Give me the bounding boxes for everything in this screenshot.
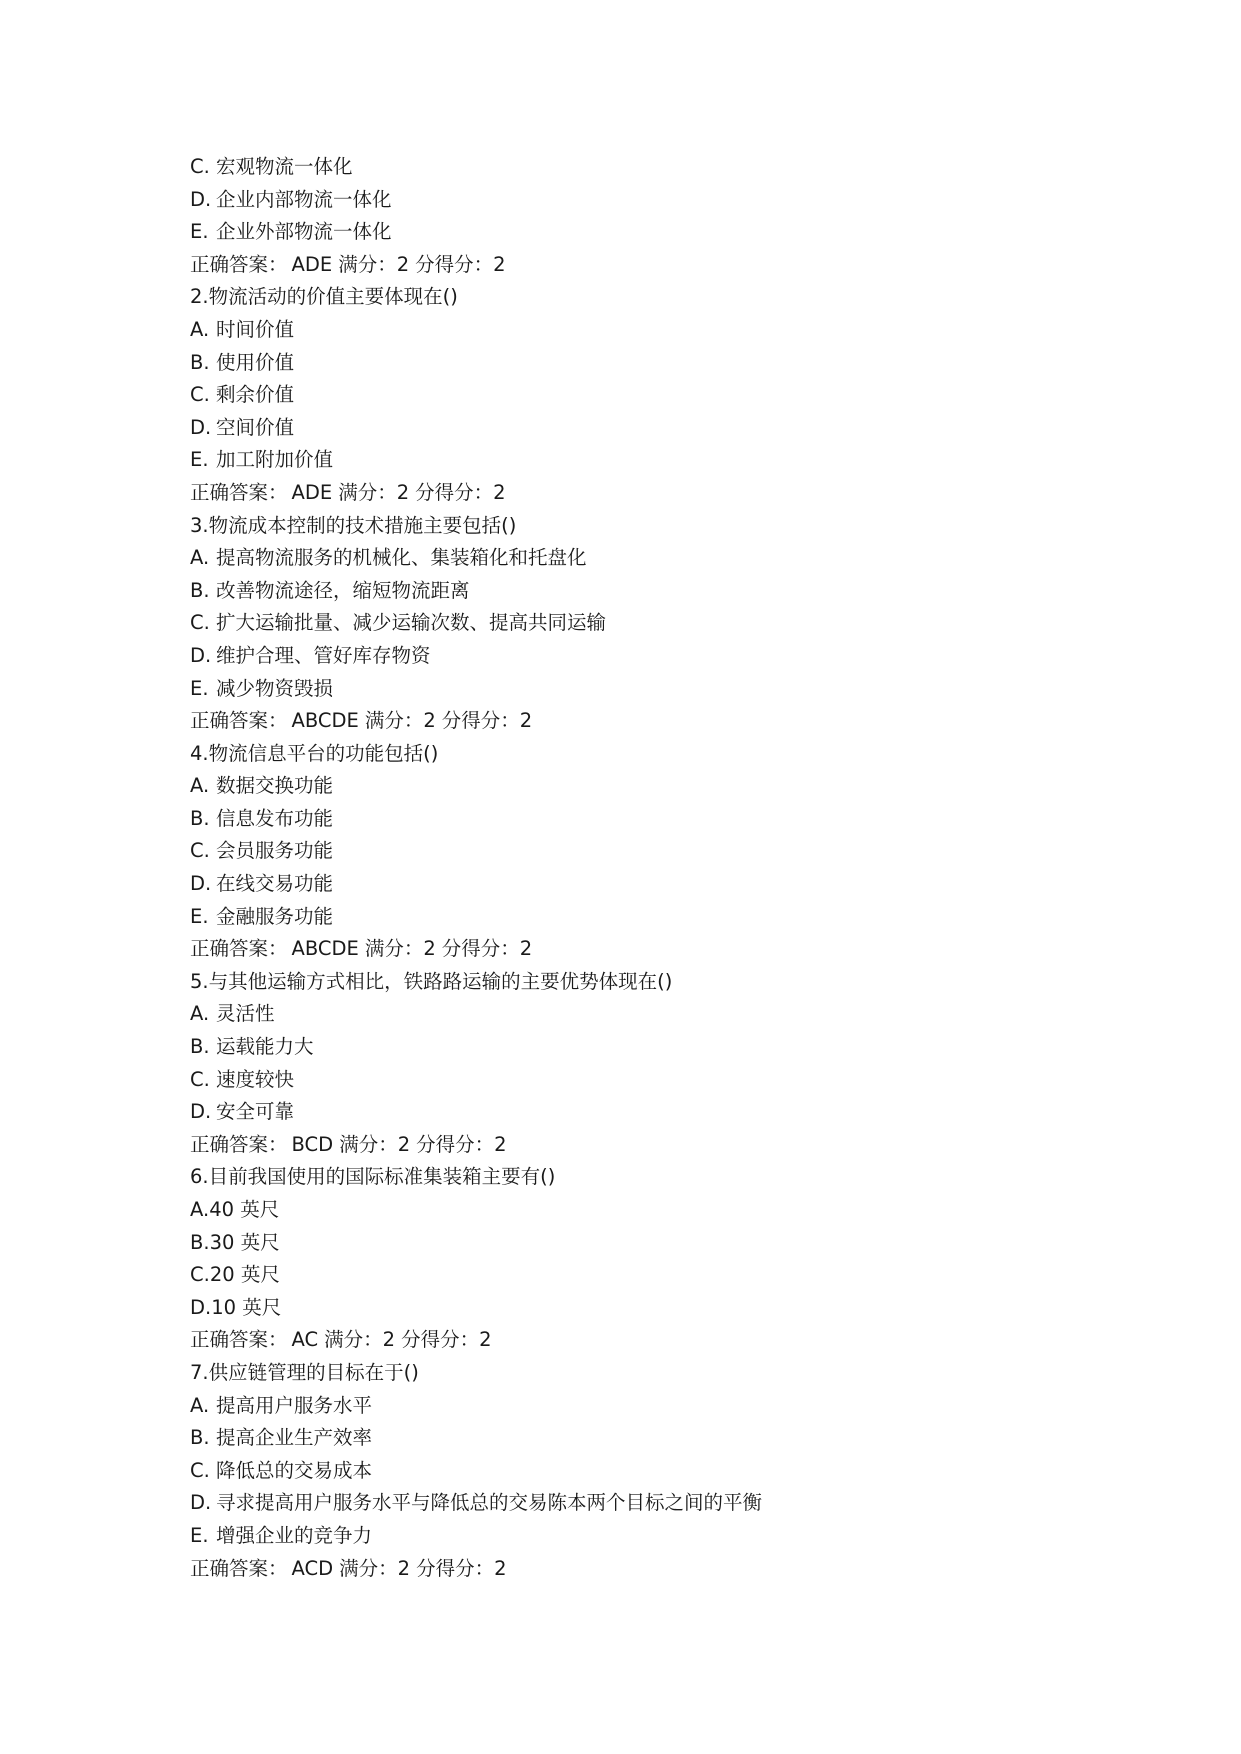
option-letter: A. [190,546,210,570]
answer-label: 正确答案： [190,1556,288,1580]
got-score-label: 分得分： [416,1132,495,1156]
option-text: 寻求提高用户服务水平与降低总的交易陈本两个目标之间的平衡 [216,1491,763,1515]
got-score-label: 分得分： [441,709,520,733]
option-item [190,542,1170,575]
answer-label: 正确答案： [190,937,288,961]
question-list [190,151,1170,1585]
got-score-value: 2 [493,480,506,504]
answer-value: ACD [291,1556,334,1580]
option-letter: B. [190,1230,210,1254]
got-score-label: 分得分： [416,1556,495,1580]
option-item [190,673,1170,706]
option-text: 40 英尺 [209,1198,280,1221]
full-score-value: 2 [397,1556,411,1580]
option-item [190,1487,1170,1520]
option-text: 安全可靠 [216,1100,295,1124]
answer-label: 正确答案： [190,1328,288,1352]
got-score-value: 2 [494,1132,507,1156]
option-item [190,1194,1170,1227]
option-letter: E. [190,1523,209,1547]
option-letter: B. [190,350,210,374]
option-letter: E. [190,904,209,928]
option-item [190,216,1170,249]
option-item [190,803,1170,836]
answer-line [190,933,1170,966]
option-text: 维护合理、管好库存物资 [216,643,431,667]
option-item [190,770,1170,803]
option-text: 时间价值 [216,317,295,341]
full-score-value: 2 [382,1328,396,1352]
option-letter: C. [190,155,210,178]
option-text: 速度较快 [216,1067,295,1091]
answer-line [190,1129,1170,1162]
option-item [190,1227,1170,1260]
option-text: 减少物资毁损 [216,676,334,700]
full-score-value: 2 [397,1132,411,1156]
option-item [190,998,1170,1031]
option-text: 运载能力大 [216,1035,314,1059]
option-letter: E. [190,448,209,472]
got-score-label: 分得分： [441,937,520,961]
option-letter: E. [190,220,209,244]
option-text: 金融服务功能 [216,904,334,928]
option-letter: D. [190,1295,212,1319]
full-score-value: 2 [423,937,436,961]
option-letter: B. [190,1035,210,1059]
option-item [190,1390,1170,1423]
option-text: 10 英尺 [211,1295,282,1319]
got-score-value: 2 [479,1328,492,1352]
option-text: 加工附加价值 [216,448,334,472]
full-score-label: 满分： [364,937,424,961]
answer-value: BCD [291,1132,334,1156]
option-item [190,184,1170,217]
option-text: 在线交易功能 [216,872,334,896]
full-score-label: 满分： [364,709,424,733]
full-score-value: 2 [396,252,410,276]
option-letter: C. [190,383,210,407]
option-text: 数据交换功能 [216,774,334,798]
full-score-label: 满分： [338,480,397,504]
answer-label: 正确答案： [190,1132,288,1156]
answer-value: ADE [291,252,333,276]
option-item [190,835,1170,868]
option-item [190,151,1170,184]
option-text: 会员服务功能 [216,839,334,863]
got-score-label: 分得分： [415,480,494,504]
option-letter: C. [190,839,210,863]
got-score-label: 分得分： [415,252,494,276]
option-item [190,314,1170,347]
option-letter: B. [190,806,210,830]
option-letter: C. [190,611,210,635]
option-item [190,901,1170,934]
option-letter: D. [190,187,212,211]
answer-label: 正确答案： [190,709,288,733]
got-score-value: 2 [519,709,533,733]
option-item [190,1455,1170,1488]
option-text: 企业内部物流一体化 [216,187,392,211]
option-text: 降低总的交易成本 [216,1458,373,1482]
question-title: 2.物流活动的价值主要体现在() [190,285,458,309]
option-text: 提高企业生产效率 [216,1426,373,1450]
option-item [190,1520,1170,1553]
option-letter: B. [190,578,210,602]
answer-label: 正确答案： [190,480,288,504]
got-score-label: 分得分： [401,1328,480,1352]
answer-line [190,477,1170,510]
full-score-label: 满分： [324,1328,383,1352]
option-item [190,412,1170,445]
got-score-value: 2 [494,1556,507,1580]
option-item [190,868,1170,901]
option-letter: A. [190,1198,210,1221]
option-text: 灵活性 [216,1002,275,1026]
answer-label: 正确答案： [190,252,288,276]
option-text: 提高用户服务水平 [216,1393,373,1417]
answer-line [190,1553,1170,1586]
option-letter: D. [190,1491,212,1515]
question-title: 4.物流信息平台的功能包括() [190,741,439,765]
option-text: 空间价值 [216,415,295,439]
option-letter: A. [190,317,210,341]
option-item [190,1292,1170,1325]
option-item [190,444,1170,477]
answer-line [190,1324,1170,1357]
option-item [190,575,1170,608]
option-item [190,640,1170,673]
option-text: 宏观物流一体化 [216,155,353,178]
option-text: 信息发布功能 [216,806,334,830]
option-text: 扩大运输批量、减少运输次数、提高共同运输 [216,611,607,635]
question-title: 7.供应链管理的目标在于() [190,1360,419,1384]
got-score-value: 2 [493,252,506,276]
option-text: 使用价值 [216,350,295,374]
option-letter: D. [190,643,212,667]
got-score-value: 2 [519,937,533,961]
answer-value: ABCDE [291,937,359,961]
option-letter: D. [190,415,212,439]
option-item [190,1096,1170,1129]
question-title: 3.物流成本控制的技术措施主要包括() [190,513,517,537]
option-text: 20 英尺 [209,1263,280,1287]
full-score-value: 2 [423,709,436,733]
option-letter: C. [190,1458,210,1482]
full-score-value: 2 [396,480,410,504]
option-text: 30 英尺 [209,1230,280,1254]
option-letter: C. [190,1263,210,1287]
answer-value: ADE [291,480,333,504]
answer-value: ABCDE [291,709,359,733]
option-letter: B. [190,1426,210,1450]
full-score-label: 满分： [339,1556,398,1580]
option-letter: D. [190,1100,212,1124]
answer-line [190,249,1170,282]
option-letter: A. [190,1393,210,1417]
answer-value: AC [291,1328,319,1352]
option-text: 增强企业的竞争力 [216,1523,373,1547]
option-text: 提高物流服务的机械化、集装箱化和托盘化 [216,546,587,570]
option-text: 剩余价值 [216,383,295,407]
answer-line [190,705,1170,738]
option-item [190,1422,1170,1455]
option-letter: A. [190,774,210,798]
option-item [190,1064,1170,1097]
option-text: 企业外部物流一体化 [216,220,392,244]
option-letter: C. [190,1067,210,1091]
option-item [190,347,1170,380]
option-letter: E. [190,676,209,700]
question-title: 6.目前我国使用的国际标准集装箱主要有() [190,1165,556,1189]
option-letter: A. [190,1002,210,1026]
option-text: 改善物流途径，缩短物流距离 [216,578,470,602]
full-score-label: 满分： [339,1132,398,1156]
option-letter: D. [190,872,212,896]
option-item [190,379,1170,412]
question-title: 5.与其他运输方式相比，铁路路运输的主要优势体现在() [190,969,673,993]
option-item [190,607,1170,640]
option-item [190,1031,1170,1064]
option-item [190,1259,1170,1292]
full-score-label: 满分： [338,252,397,276]
